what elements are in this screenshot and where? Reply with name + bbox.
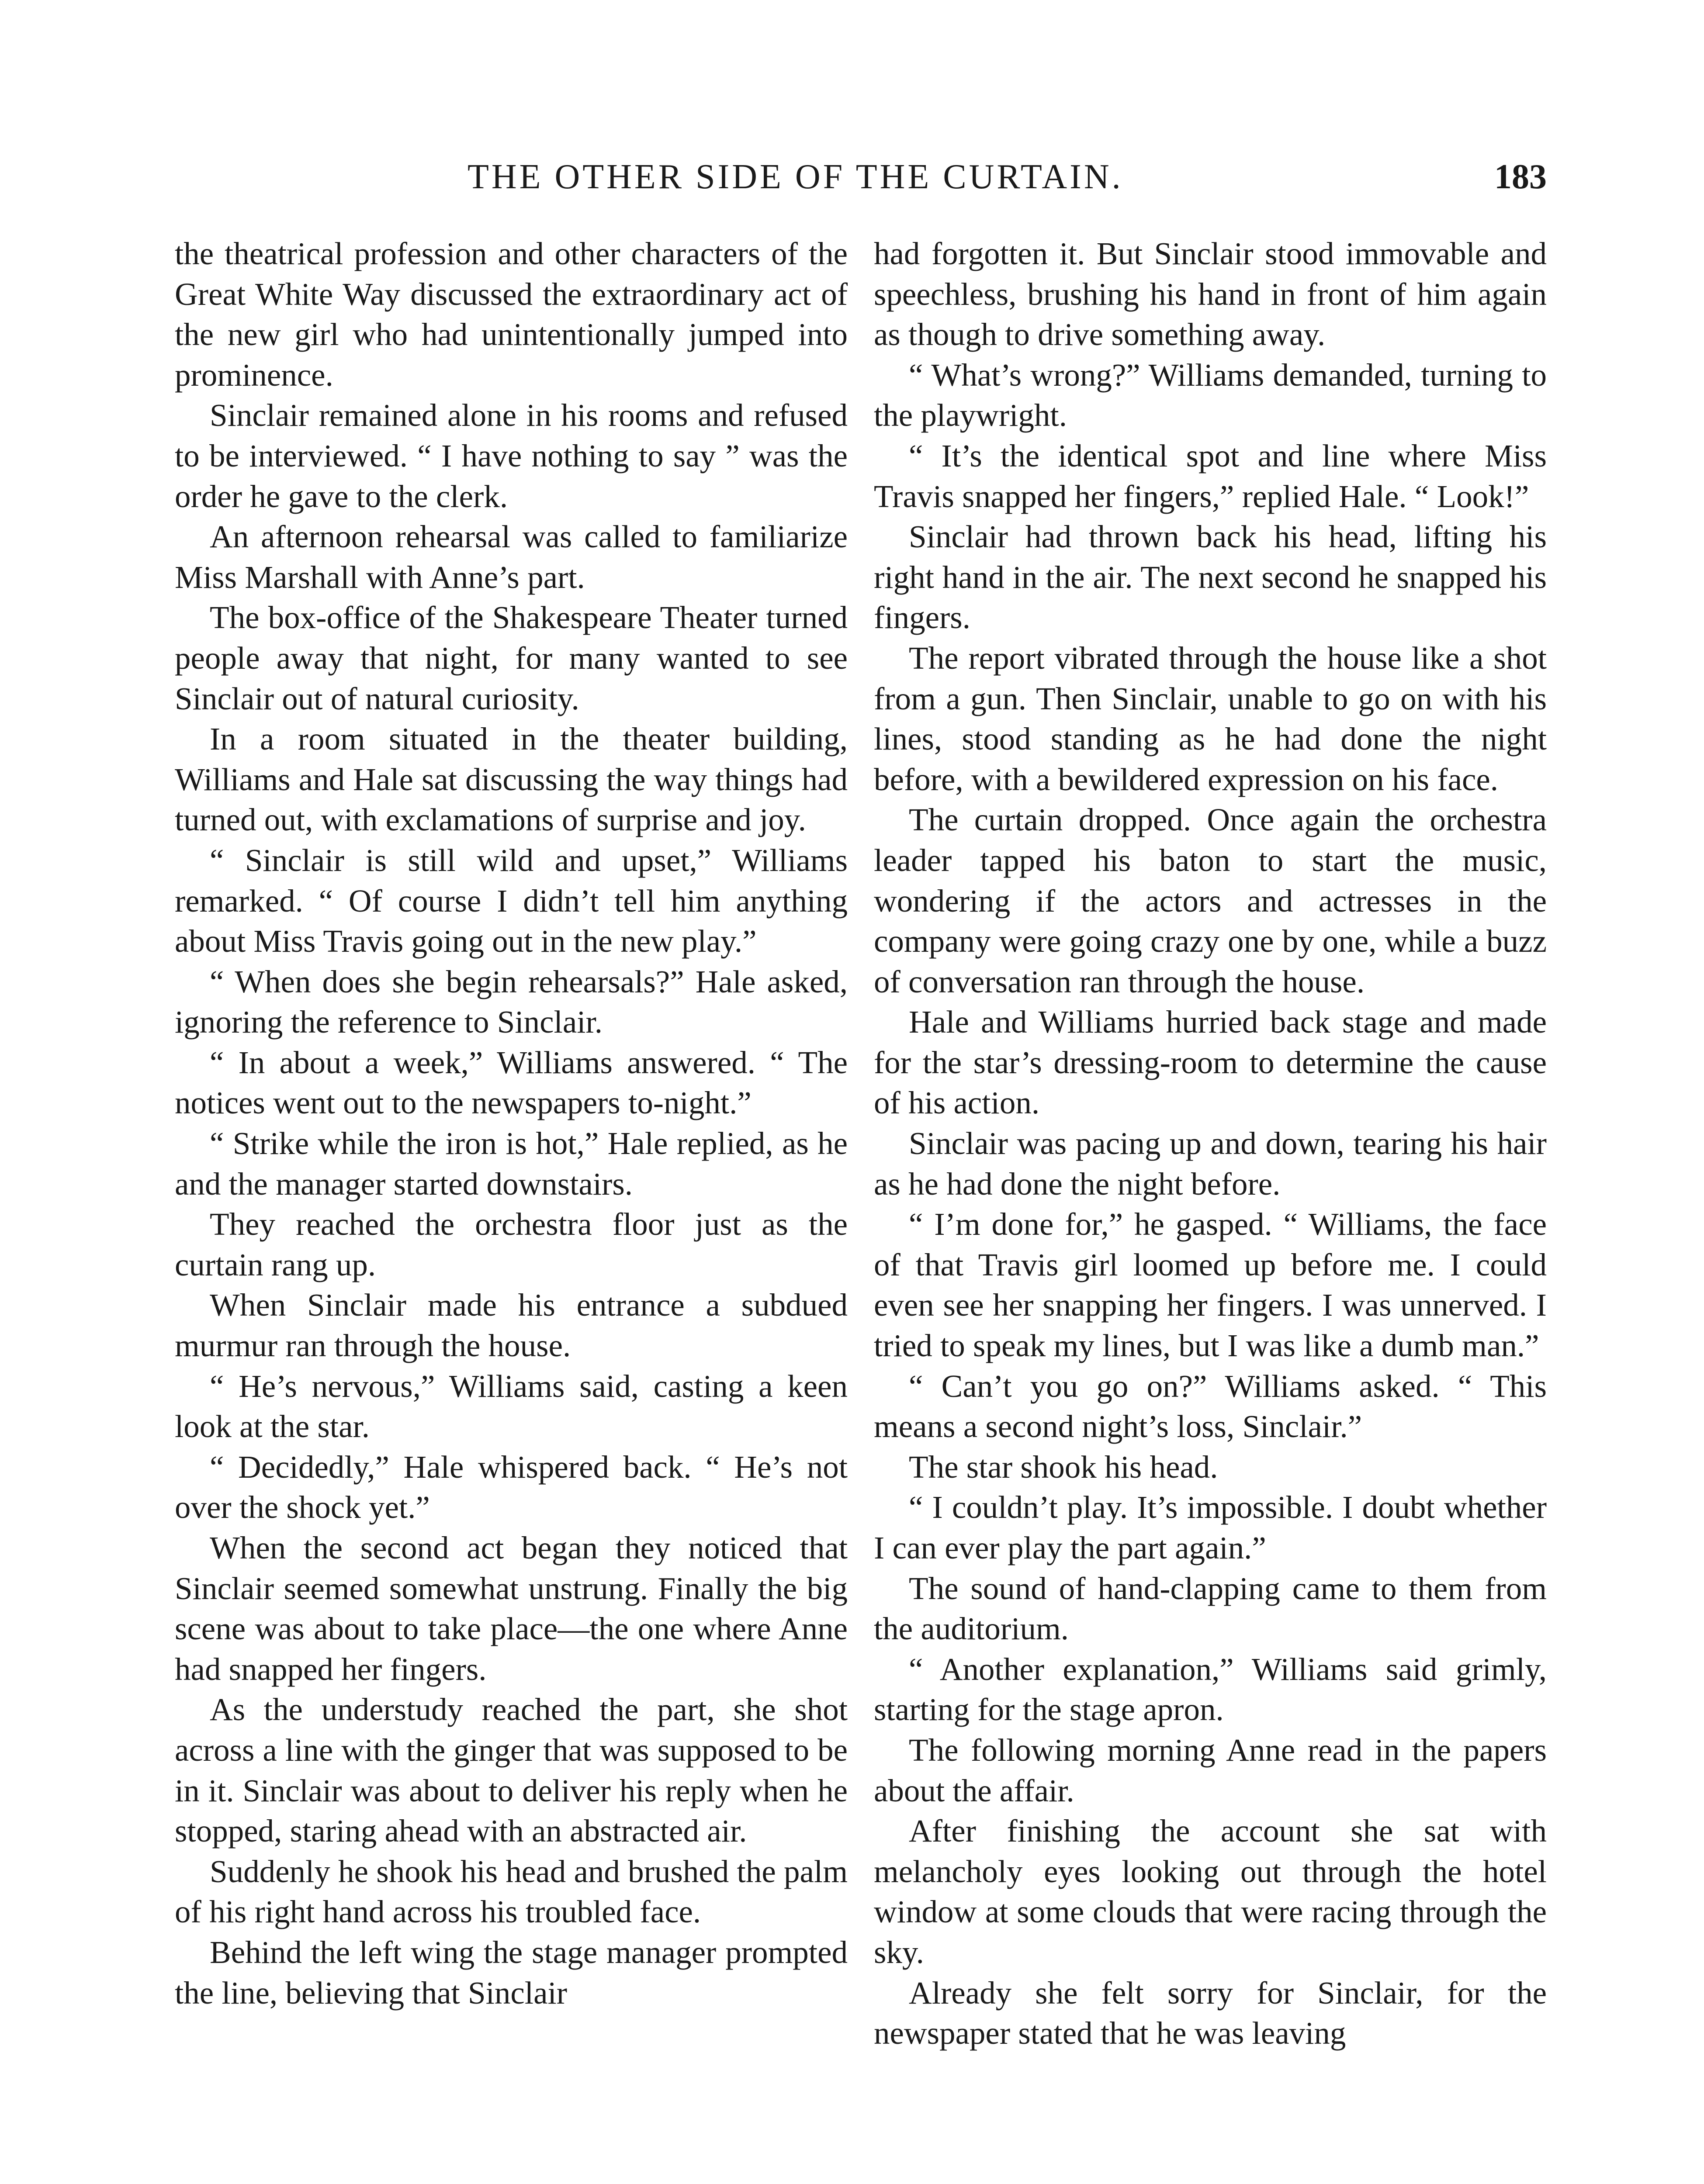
paragraph: had forgotten it. But Sinclair stood immovable and speechless, brushing his hand in front of him again as though to drive something away. (874, 236, 1547, 352)
paragraph: “ Decidedly,” Hale whispered back. “ He’s not over the shock yet.” (175, 1449, 848, 1525)
paragraph: They reached the orchestra floor just as the curtain rang up. (175, 1206, 848, 1282)
running-title: THE OTHER SIDE OF THE CURTAIN. (468, 158, 1123, 196)
paragraph: The following morning Anne read in the papers about the affair. (874, 1732, 1547, 1808)
paragraph: As the understudy reached the part, she shot across a line with the ginger that was supposed to be in it. Sinclair was about to deliver his reply when he stopped, staring ahead with an abstracted air. (175, 1692, 848, 1849)
paragraph: The report vibrated through the house like a shot from a gun. Then Sinclair, unable to go on with his lines, stood standing as he had done the night before, with a bewildered expression on his face. (874, 640, 1547, 797)
paragraph: The sound of hand-clapping came to them from the auditorium. (874, 1570, 1547, 1647)
paragraph: “ What’s wrong?” Williams demanded, turning to the playwright. (874, 357, 1547, 433)
page-number: 183 (1494, 158, 1547, 196)
paragraph: In a room situated in the theater building, Williams and Hale sat discussing the way things had turned out, with exclamations of surprise and joy. (175, 721, 848, 838)
paragraph: Suddenly he shook his head and brushed the palm of his right hand across his troubled face. (175, 1853, 848, 1930)
paragraph: “ In about a week,” Williams answered. “ The notices went out to the newspapers to-night.” (175, 1044, 848, 1121)
paragraph: “ Strike while the iron is hot,” Hale replied, as he and the manager started downstairs. (175, 1126, 848, 1202)
paragraph: Already she felt sorry for Sinclair, for the newspaper stated that he was leaving (874, 1975, 1547, 2051)
paragraph: The box-office of the Shakespeare Theater turned people away that night, for many wanted to see Sinclair out of natural curiosity. (175, 600, 848, 716)
paragraph: “ He’s nervous,” Williams said, casting a keen look at the star. (175, 1368, 848, 1444)
paragraph: “ It’s the identical spot and line where Miss Travis snapped her fingers,” replied Hale. “ Look!” (874, 438, 1547, 514)
paragraph: the theatrical profession and other characters of the Great White Way discussed the extraordinary act of the new girl who had unintentionally jumped into prominence. (175, 236, 848, 393)
paragraph: Behind the left wing the stage manager prompted the line, believing that Sinclair (175, 1934, 848, 2011)
paragraph: “ I couldn’t play. It’s impossible. I doubt whether I can ever play the part again.” (874, 1489, 1547, 1565)
paragraph: “ Can’t you go on?” Williams asked. “ This means a second night’s loss, Sinclair.” (874, 1368, 1547, 1444)
paragraph: “ I’m done for,” he gasped. “ Williams, the face of that Travis girl loomed up before me. I could even see her snapping her fingers. I was unnerved. I tried to speak my lines, but I was like a dumb man.” (874, 1206, 1547, 1364)
right-text-column (874, 234, 1547, 2054)
paragraph: After finishing the account she sat with melancholy eyes looking out through the hotel window at some clouds that were racing through the sky. (874, 1813, 1547, 1970)
running-header (175, 157, 1547, 210)
paragraph: Sinclair remained alone in his rooms and refused to be interviewed. “ I have nothing to say ” was the order he gave to the clerk. (175, 397, 848, 514)
paragraph: When Sinclair made his entrance a subdued murmur ran through the house. (175, 1287, 848, 1364)
paragraph: Hale and Williams hurried back stage and made for the star’s dressing-room to determine the cause of his action. (874, 1004, 1547, 1121)
paragraph: An afternoon rehearsal was called to familiarize Miss Marshall with Anne’s part. (175, 519, 848, 595)
paragraph: “ When does she begin rehearsals?” Hale asked, ignoring the reference to Sinclair. (175, 964, 848, 1040)
paragraph: Sinclair was pacing up and down, tearing his hair as he had done the night before. (874, 1126, 1547, 1202)
paragraph: “ Sinclair is still wild and upset,” Williams remarked. “ Of course I didn’t tell him anything about Miss Travis going out in the new play.” (175, 842, 848, 959)
paragraph: Sinclair had thrown back his head, lifting his right hand in the air. The next second he snapped his fingers. (874, 519, 1547, 636)
paragraph: When the second act began they noticed that Sinclair seemed somewhat unstrung. Finally the big scene was about to take place—the one where Anne had snapped her fingers. (175, 1530, 848, 1687)
left-text-column (175, 234, 848, 2013)
paragraph: “ Another explanation,” Williams said grimly, starting for the stage apron. (874, 1651, 1547, 1728)
paragraph: The star shook his head. (909, 1449, 1218, 1485)
paragraph: The curtain dropped. Once again the orchestra leader tapped his baton to start the music, wondering if the actors and actresses in the company were going crazy one by one, while a buzz of conversation ran through the house. (874, 802, 1547, 999)
